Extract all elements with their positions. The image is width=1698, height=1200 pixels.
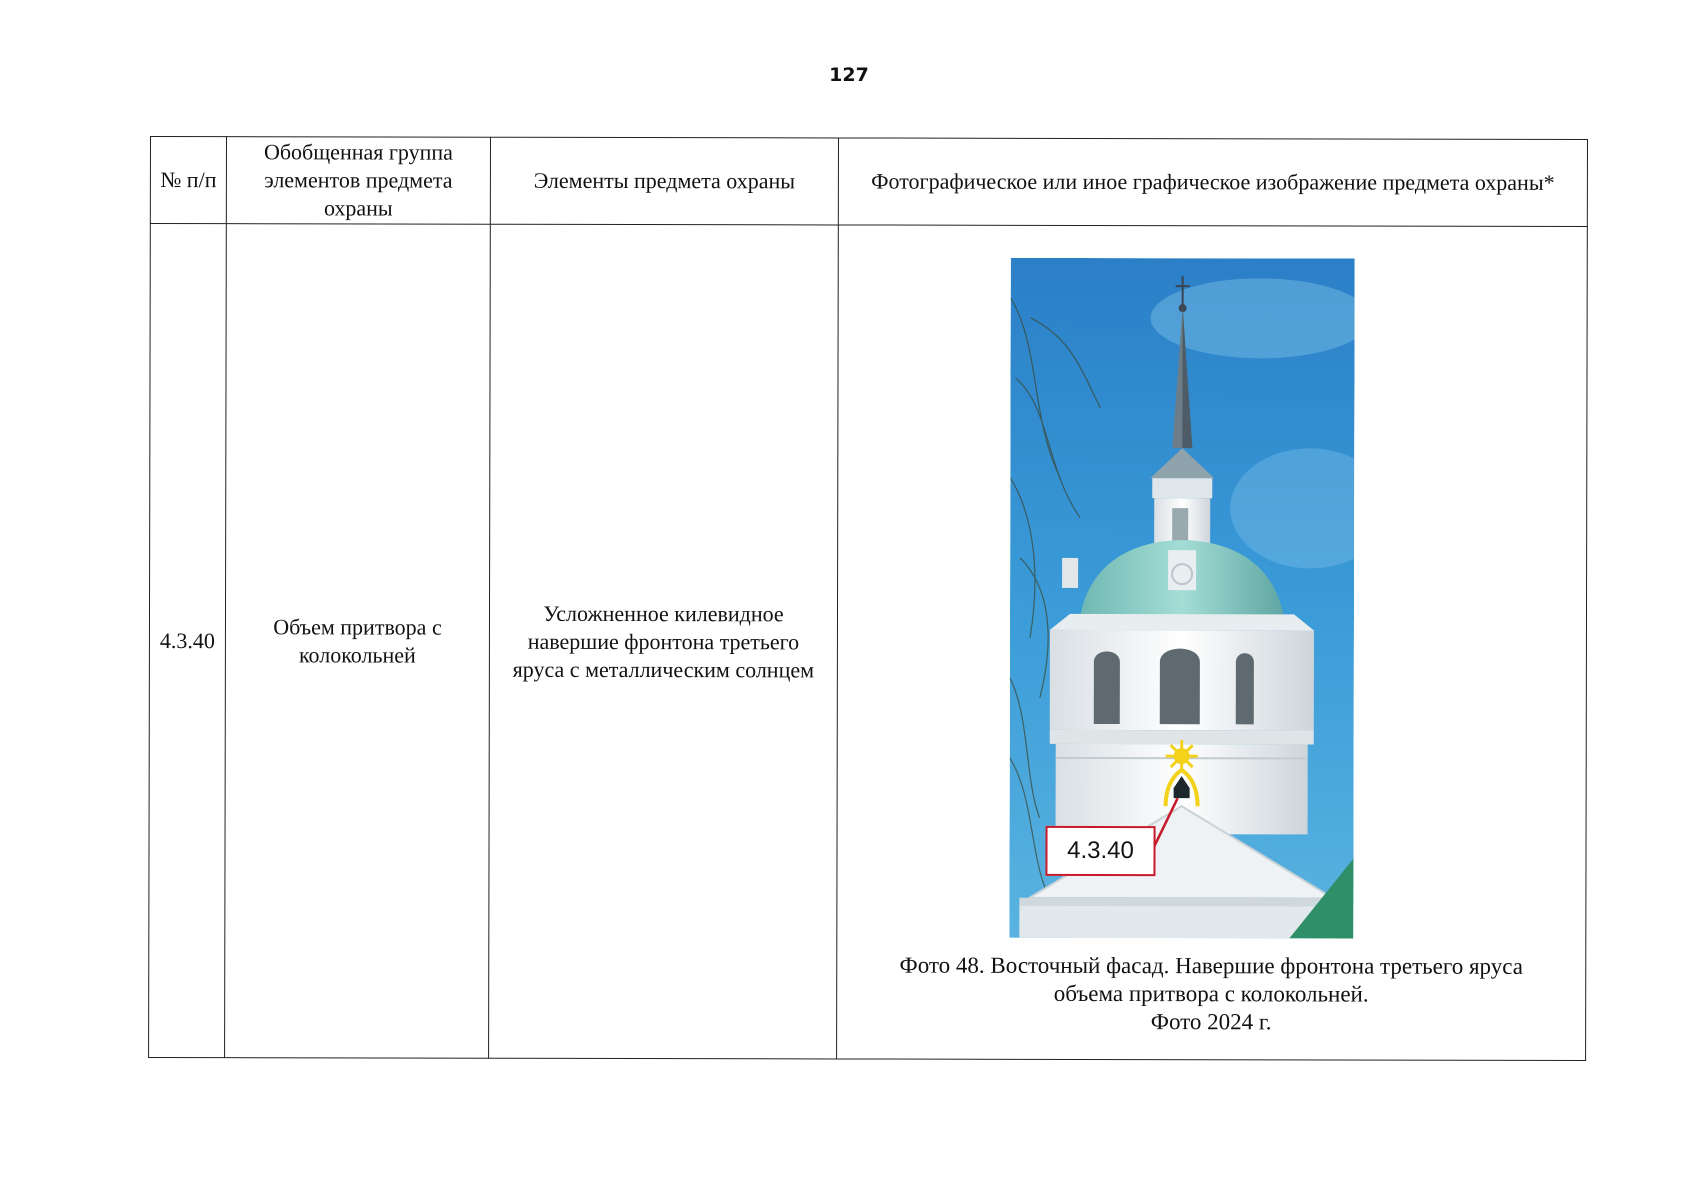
row-elements: Усложненное килевидное навершие фронтона третьего яруса с металлическим солнцем [489,224,839,1059]
row-photo-cell [837,225,1588,1061]
header-number: № п/п [150,137,226,224]
page-number: 127 [829,64,869,86]
row-number: 4.3.40 [149,224,227,1058]
photo-caption [837,951,1585,1037]
protection-subject-table [148,136,1588,1061]
table-header-row [150,137,1587,227]
table-row [149,224,1588,1061]
header-elements: Элементы предмета охраны [490,137,838,225]
photo-caption-line-1: Фото 48. Восточный фасад. Навершие фронтона третьего яруса [899,952,1523,979]
header-photo: Фотографическое или иное графическое изображение предмета охраны* [838,138,1587,227]
photo-caption-line-2: объема притвора с колокольней. [1053,980,1369,1007]
header-group: Обобщенная группа элементов предмета охраны [226,137,490,225]
photo-callout-label: 4.3.40 [1045,826,1155,876]
bell-tower-photo [1009,258,1354,939]
photo-caption-line-3: Фото 2024 г. [1150,1009,1272,1035]
row-group: Объем притвора с колокольней [225,224,491,1059]
